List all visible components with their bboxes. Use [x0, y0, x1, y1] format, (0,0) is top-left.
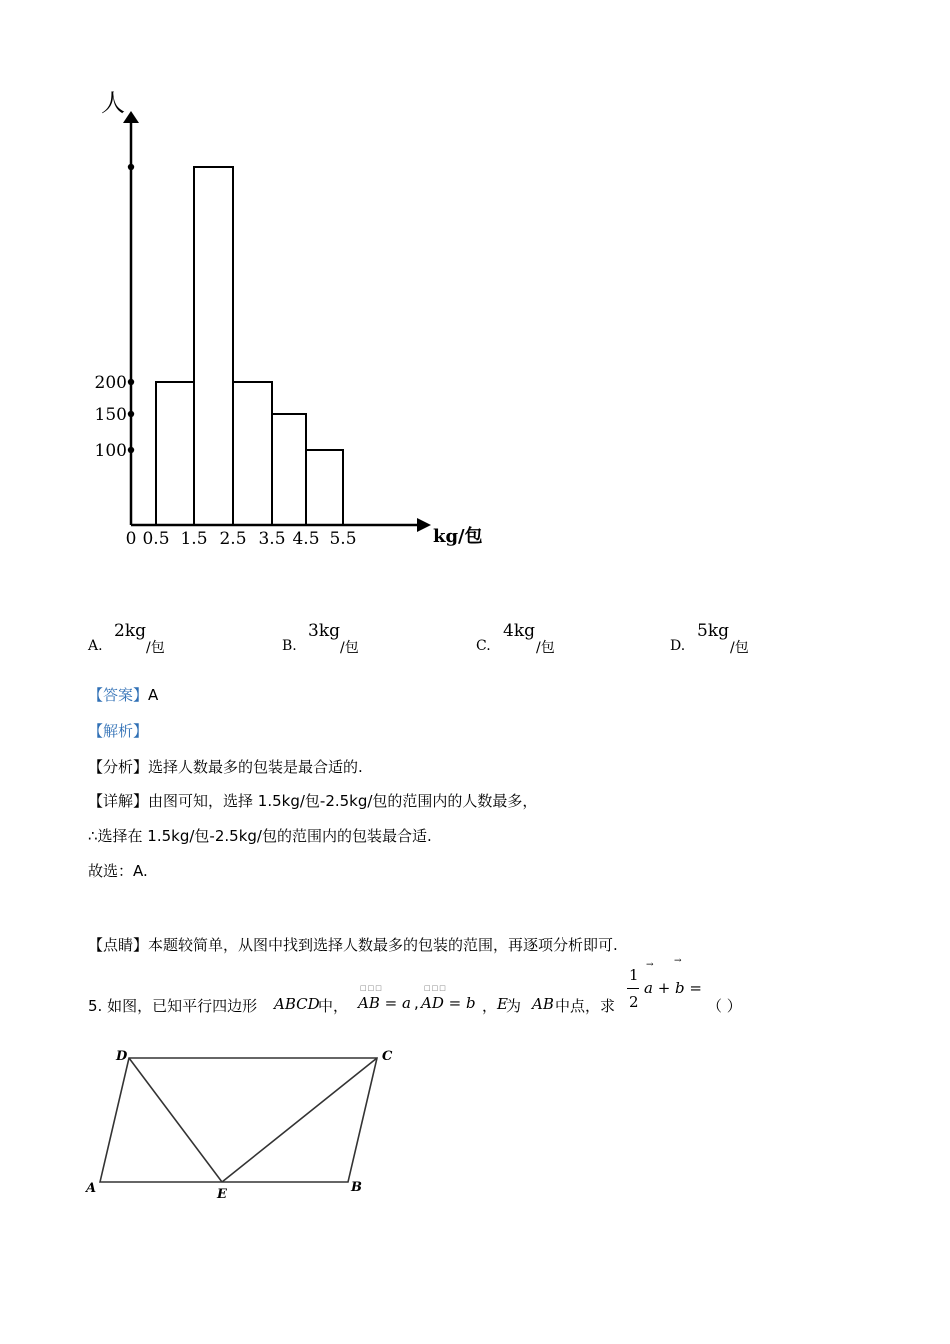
option-unit: /包 — [146, 640, 165, 656]
vertex-label-a: A — [86, 1181, 97, 1196]
q5-vec2: AD = b — [421, 994, 476, 1012]
q5-vec1: AB = a — [358, 994, 411, 1012]
q5-abcd: ABCD — [274, 995, 320, 1013]
fenxi-label: 【分析】 — [88, 758, 149, 776]
xiangjie-text-3: 故选：A. — [88, 862, 148, 880]
y-tick-label: 200 — [94, 373, 127, 393]
y-max-dot — [128, 164, 134, 170]
q5-arrow-a: → — [646, 960, 654, 970]
xiangjie-line — [88, 790, 537, 811]
q5-answer-paren: （ ） — [707, 997, 742, 1015]
segment-ce — [222, 1058, 377, 1182]
q5-expr: a + b = — [644, 979, 702, 997]
answer-line — [88, 684, 158, 705]
histogram-bars — [156, 167, 343, 525]
option-unit: /包 — [730, 640, 749, 656]
xiangjie-label: 【详解】 — [88, 792, 149, 810]
x-tick-label: 0.5 — [142, 529, 170, 549]
option-unit: /包 — [536, 640, 555, 656]
histogram-bar — [272, 414, 306, 525]
answer-label: 【答案】 — [88, 686, 149, 704]
histogram-bar — [194, 167, 233, 525]
xiangjie-text-1: 由图可知，选择 1.5kg/包-2.5kg/包的范围内的人数最多， — [148, 792, 538, 810]
x-tick-label: 3.5 — [258, 529, 286, 549]
histogram-bar — [306, 450, 343, 525]
x-tick-label: 1.5 — [180, 529, 208, 549]
q5-mid1: 中， — [318, 997, 349, 1015]
q5-comma: , — [414, 994, 419, 1012]
q5-vec-marks-2: □□□ — [424, 984, 447, 992]
histogram-bar — [156, 382, 194, 525]
answer-value: A — [148, 686, 159, 704]
option-value: 4kg — [503, 621, 535, 641]
y-tick-label: 150 — [94, 405, 127, 425]
y-tick-labels — [95, 164, 135, 461]
histogram-bar — [233, 382, 272, 525]
option-value: 2kg — [114, 621, 146, 641]
option-letter: D. — [670, 638, 686, 654]
q5-ab: AB — [532, 995, 554, 1013]
x-tick-label: 4.5 — [292, 529, 320, 549]
q5-mid3: 为 — [506, 997, 522, 1015]
q5-frac-num: 1 — [629, 966, 639, 984]
vertex-label-d: D — [116, 1049, 128, 1064]
vertex-label-c: C — [382, 1049, 393, 1064]
x-axis-label: kg/包 — [433, 526, 483, 547]
y-tick-dot — [128, 447, 134, 453]
option-value: 3kg — [308, 621, 340, 641]
q5-mid4: 中点，求 — [555, 997, 616, 1015]
analysis-header: 【解析】 — [88, 722, 149, 740]
y-tick-label: 100 — [94, 441, 127, 461]
fenxi-text: 选择人数最多的包装是最合适的. — [148, 758, 363, 776]
q5-vec-marks-1: □□□ — [360, 984, 383, 992]
y-axis-label: 人 — [101, 89, 125, 117]
histogram-chart — [85, 85, 505, 565]
x-tick-label: 2.5 — [219, 529, 247, 549]
q5-mid2: ， — [482, 997, 498, 1015]
x-tick-labels — [142, 529, 356, 549]
y-axis-arrow — [123, 111, 139, 123]
dianjing-line — [88, 934, 618, 955]
vertex-label-e: E — [217, 1187, 227, 1202]
parallelogram-figure — [80, 1040, 400, 1210]
dianjing-text: 本题较简单，从图中找到选择人数最多的包装的范围，再逐项分析即可. — [148, 936, 618, 954]
option-unit: /包 — [340, 640, 359, 656]
q5-e: E — [497, 995, 508, 1013]
dianjing-label: 【点睛】 — [88, 936, 149, 954]
option-letter: C. — [476, 638, 491, 654]
y-tick-dot — [128, 411, 134, 417]
q5-arrow-b: → — [674, 956, 682, 966]
segment-de — [129, 1058, 222, 1182]
option-letter: A. — [88, 638, 103, 654]
fenxi-line — [88, 756, 363, 777]
vertex-label-b: B — [351, 1180, 362, 1195]
x-tick-label: 5.5 — [329, 529, 357, 549]
option-value: 5kg — [697, 621, 729, 641]
parallelogram-abcd — [100, 1058, 377, 1182]
option-letter: B. — [282, 638, 297, 654]
q5-frac-bar — [627, 988, 639, 989]
x-origin-label: 0 — [125, 529, 137, 549]
xiangjie-text-2: ∴选择在 1.5kg/包-2.5kg/包的范围内的包装最合适. — [88, 827, 432, 845]
y-tick-dot — [128, 379, 134, 385]
q5-prefix: 5. 如图，已知平行四边形 — [88, 997, 258, 1015]
q5-frac-den: 2 — [629, 993, 639, 1011]
x-axis-arrow — [417, 518, 431, 532]
